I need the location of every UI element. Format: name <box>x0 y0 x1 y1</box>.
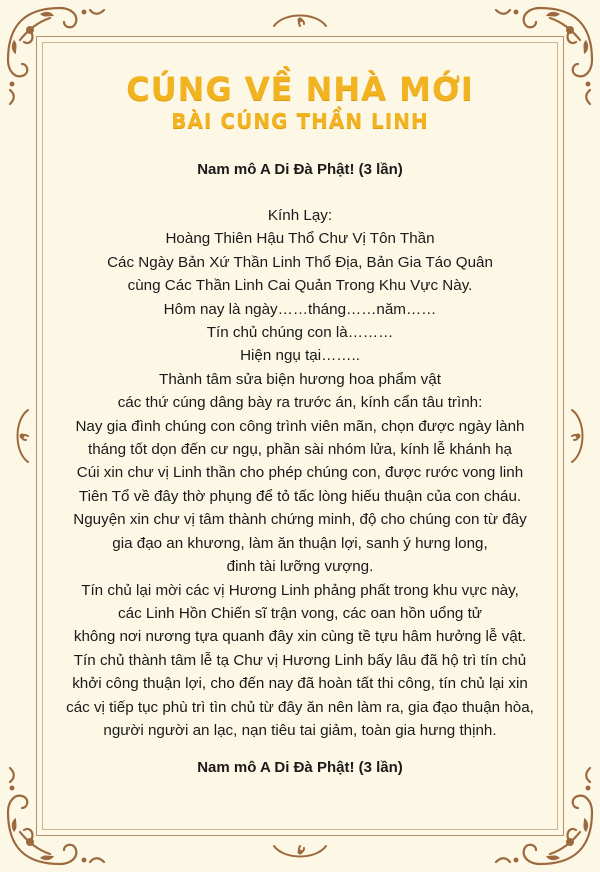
prayer-line: Các Ngày Bản Xứ Thần Linh Thổ Địa, Bản Gia Táo Quân <box>107 253 493 271</box>
document-content <box>30 70 570 778</box>
prayer-line: Kính Lạy: <box>267 207 333 224</box>
prayer-line: gia đạo an khương, làm ăn thuận lợi, sanh ý hưng long, <box>112 534 488 552</box>
page-title: CÚNG VỀ NHÀ MỚI <box>126 70 474 108</box>
prayer-line: Tín chủ lại mời các vị Hương Linh phảng phất trong khu vực này, <box>81 581 519 599</box>
prayer-line: tháng tốt dọn đến cư ngụ, phần sài nhóm lửa, kính lễ khánh hạ <box>88 441 512 459</box>
corner-ornament-icon <box>490 762 600 872</box>
prayer-line: Hiện ngụ tại…….. <box>240 347 360 365</box>
prayer-line: Tiên Tổ về đây thờ phụng để tỏ tấc lòng hiếu thuận của con cháu. <box>78 487 522 505</box>
prayer-line: Tín chủ thành tâm lễ tạ Chư vị Hương Linh bấy lâu đã hộ trì tín chủ <box>73 651 527 669</box>
prayer-line: đinh tài lưỡng vượng. <box>226 558 374 576</box>
prayer-text <box>30 204 570 742</box>
opening-invocation: Nam mô A Di Đà Phật! (3 lần) <box>197 161 403 178</box>
prayer-line: Tín chủ chúng con là……… <box>206 324 394 342</box>
prayer-line: Hôm nay là ngày……tháng……năm…… <box>163 300 437 318</box>
corner-ornament-icon <box>0 762 110 872</box>
prayer-line: Nay gia đình chúng con công trình viên mãn, chọn được ngày lành <box>75 417 525 435</box>
prayer-line: khởi công thuận lợi, cho đến nay đã hoàn tất thi công, tín chủ lại xin <box>72 675 528 693</box>
prayer-line: các thứ cúng dâng bày ra trước án, kính cẩn tâu trình: <box>117 394 483 412</box>
prayer-line: cùng Các Thần Linh Cai Quản Trong Khu Vực Này. <box>127 277 473 295</box>
prayer-line: Nguyện xin chư vị tâm thành chứng minh, độ cho chúng con từ đây <box>73 511 527 529</box>
prayer-line: các vị tiếp tục phù trì tìn chủ từ đây ăn nên làm ra, gia đạo thuận hòa, <box>66 698 534 716</box>
prayer-line: Hoàng Thiên Hậu Thổ Chư Vị Tôn Thần <box>165 230 435 248</box>
top-ornament-icon <box>270 6 330 32</box>
prayer-line: không nơi nương tựa quanh đây xin cùng tề tựu hâm hưởng lễ vật. <box>73 628 527 646</box>
prayer-line: Cúi xin chư vị Linh thần cho phép chúng con, được rước vong linh <box>76 464 524 482</box>
page-subtitle: BÀI CÚNG THẦN LINH <box>171 109 429 133</box>
prayer-line: Thành tâm sửa biện hương hoa phẩm vật <box>159 370 441 388</box>
closing-invocation: Nam mô A Di Đà Phật! (3 lần) <box>197 759 403 777</box>
bottom-ornament-icon <box>270 840 330 866</box>
prayer-line: người người an lạc, nạn tiêu tai giảm, toàn gia hưng thịnh. <box>103 721 497 739</box>
prayer-line: các Linh Hồn Chiến sĩ trận vong, các oan hồn uổng tử <box>118 604 482 622</box>
